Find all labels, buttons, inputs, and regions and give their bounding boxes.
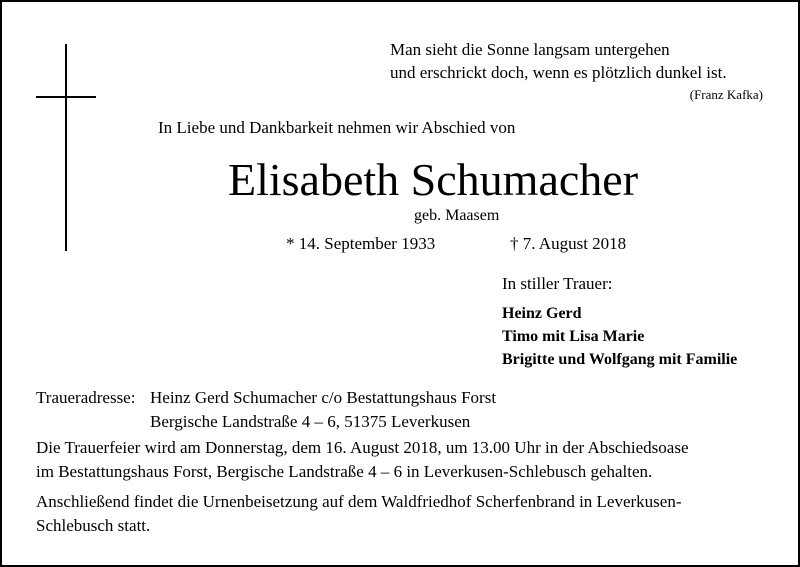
mourner-name: Timo mit Lisa Marie: [502, 328, 645, 345]
mourners-list: [502, 302, 737, 371]
address-label: Traueradresse:: [36, 388, 136, 407]
quote-line: Man sieht die Sonne langsam untergehen: [390, 40, 670, 59]
cross-icon: [65, 44, 67, 251]
quote-author: (Franz Kafka): [689, 87, 763, 102]
birth-date: * 14. September 1933: [286, 234, 436, 253]
burial-text: [36, 490, 768, 538]
condolence-address: [36, 386, 496, 434]
address-line: Heinz Gerd Schumacher c/o Bestattungshaus Forst: [150, 388, 497, 407]
ceremony-line: im Bestattungshaus Forst, Bergische Landstraße 4 – 6 in Leverkusen-Schlebusch gehalten.: [36, 462, 653, 481]
address-line: Bergische Landstraße 4 – 6, 51375 Leverkusen: [150, 412, 471, 431]
quote: [390, 38, 770, 84]
death-date: † 7. August 2018: [510, 234, 627, 253]
birth-name: geb. Maasem: [414, 207, 500, 224]
mourner-name: Brigitte und Wolfgang mit Familie: [502, 351, 738, 368]
deceased-name: Elisabeth Schumacher: [228, 154, 639, 205]
mourning-label: In stiller Trauer:: [502, 274, 613, 293]
cross-icon-bar: [36, 96, 96, 98]
burial-line: Anschließend findet die Urnenbeisetzung auf dem Waldfriedhof Scherfenbrand in Leverkusen-: [36, 492, 682, 511]
intro-text: In Liebe und Dankbarkeit nehmen wir Abschied von: [158, 118, 516, 137]
quote-line: und erschrickt doch, wenn es plötzlich dunkel ist.: [390, 63, 727, 82]
burial-line: Schlebusch statt.: [36, 516, 151, 535]
ceremony-text: [36, 436, 768, 484]
ceremony-line: Die Trauerfeier wird am Donnerstag, dem 16. August 2018, um 13.00 Uhr in der Abschiedsoase: [36, 438, 689, 457]
mourner-name: Heinz Gerd: [502, 305, 582, 322]
